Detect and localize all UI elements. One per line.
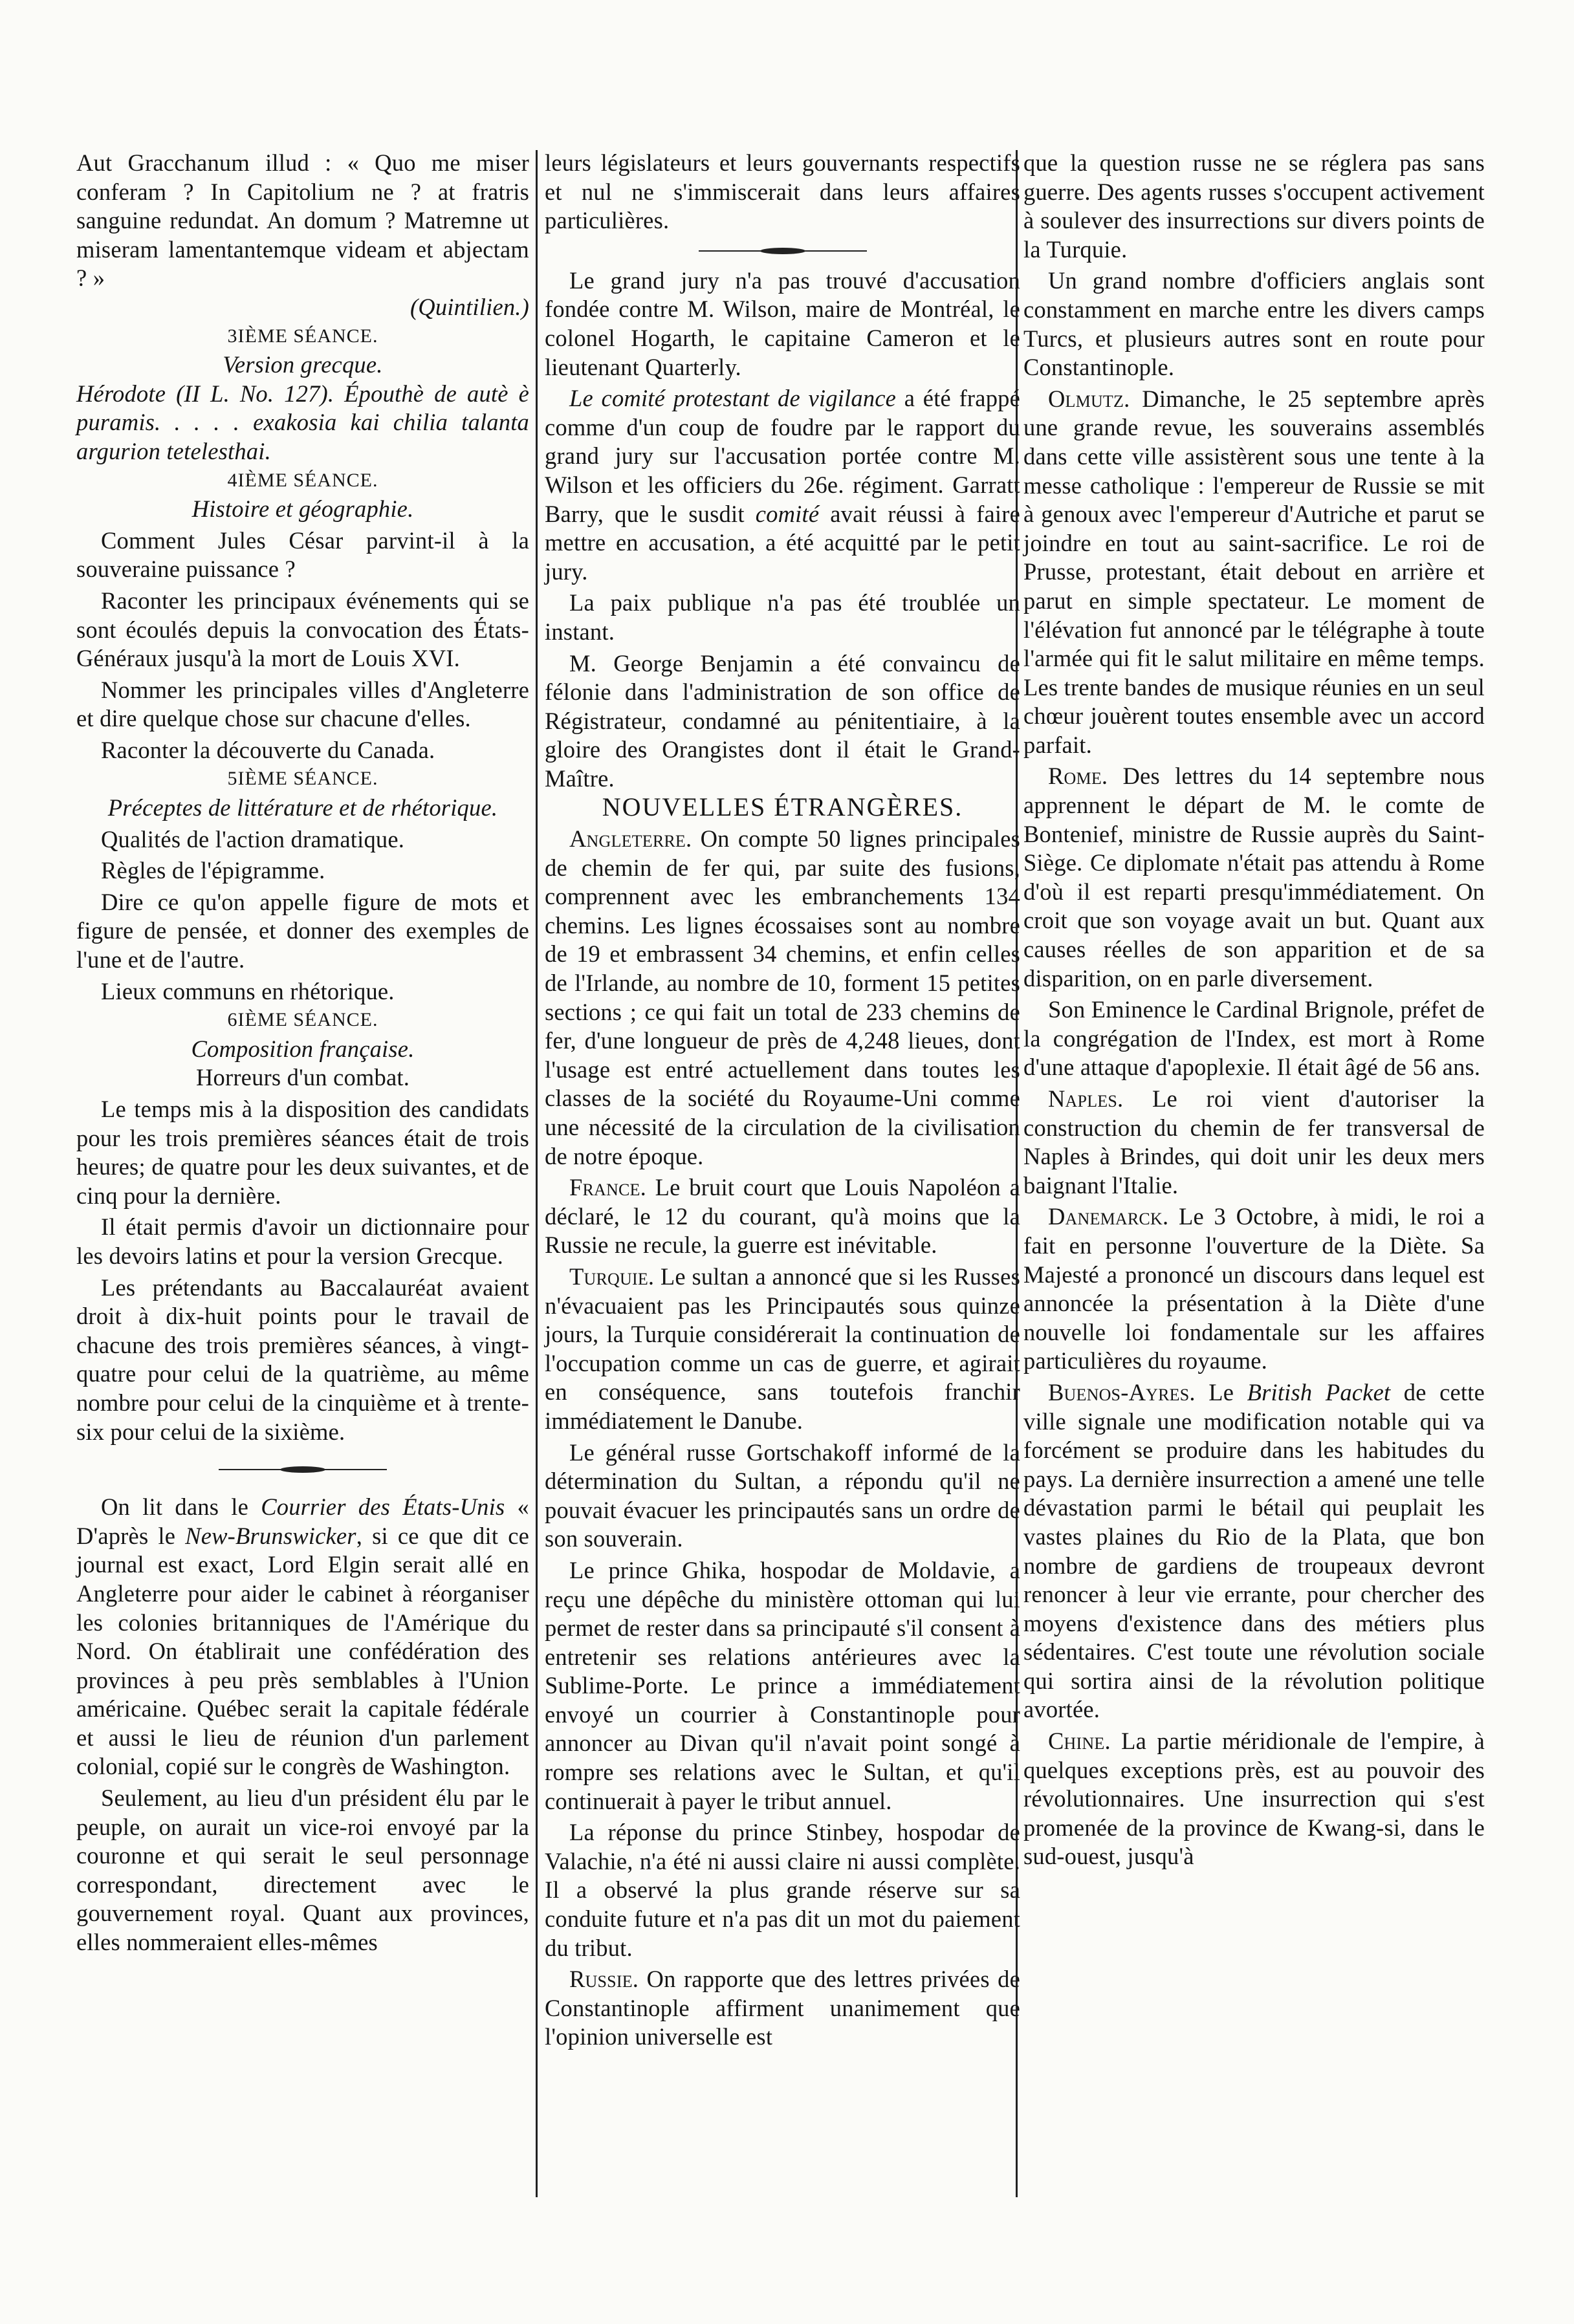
question-2: Raconter les principaux événements qui se sont écoulés depuis la convocation des États-Généraux jusqu'à la mort de Louis XVI. [76, 587, 529, 672]
seance-6-title: Composition française. [191, 1035, 415, 1062]
paragraph-paix: La paix publique n'a pas été troublée un instant. [545, 589, 1020, 645]
item-3: Dire ce qu'on appelle figure de mots et figure de pensée, et donner des exemples de l'une et de l'autre. [76, 888, 529, 973]
paragraph-brignole: Son Eminence le Cardinal Brignole, préfet de la congrégation de l'Index, est mort à Rome d'une attaque d'apoplexie. Il était âgé de 56 ans. [1023, 996, 1485, 1081]
comite-title: Le comité protestant de vigilance [569, 385, 897, 412]
paragraph-naples [1023, 1085, 1485, 1200]
text-russie: On rapporte que des lettres privées de Constantinople affirment unanimement que l'opinion universelle est [545, 1966, 1020, 2050]
label-rome: Rome. [1048, 763, 1108, 790]
herodote-text: Épouthè de autè è puramis. . . . . exakosia kai chilia talanta argurion tetelesthai. [76, 380, 529, 464]
paragraph-temps: Le temps mis à la disposition des candidats pour les trois premières séances était de trois heures; de quatre pour les deux suivantes, et de cinq pour la dernière. [76, 1096, 529, 1209]
paragraph-benjamin: M. George Benjamin a été convaincu de félonie dans l'administration de son office de Régistrateur, condamné au pénitentiaire, à la gloire des Orangistes dont il était le Grand-Maître. [545, 649, 1020, 792]
paragraph-stinbey: La réponse du prince Stinbey, hospodar de Valachie, n'a été ni aussi claire ni aussi complète. Il a observé la plus grande réserve sur sa conduite future et n'a pas dit un mot du paiement du tribut. [545, 1819, 1020, 1961]
courrier-text-a: On lit dans le [101, 1493, 261, 1521]
paragraph-turquie [545, 1263, 1020, 1436]
seance-6-heading: 6IÈME SÉANCE. [227, 1009, 378, 1031]
seance-3-heading: 3IÈME SÉANCE. [227, 325, 378, 347]
comite-text-b: avait réussi à faire mettre en accusation, a été acquitté par le petit jury. [545, 500, 1021, 585]
herodote-ref: Hérodote (II L. No. 127). [76, 380, 334, 407]
text-chine: La partie méridionale de l'empire, à quelques exceptions près, est au pouvoir des révolutionnaires. Une insurrection qui s'est promenée de la province de Kwang-si, dans le sud-ouest, jusqu'à [1023, 1728, 1485, 1870]
quote-paragraph: Aut Gracchanum illud : « Quo me miser conferam ? In Capitolium ne ? at fratris sanguine redundat. An domum ? Matremne ut miseram lamentantemque videam et abjectam ? » [76, 149, 529, 292]
column-middle [545, 149, 1020, 2052]
text-naples: Le roi vient d'autoriser la construction du chemin de fer transversal de Naples à Brindes, qui doit unir les deux mers baignant l'Italie. [1023, 1085, 1485, 1199]
paragraph-permis: Il était permis d'avoir un dictionnaire pour les devoirs latins et pour la version Grecque. [76, 1213, 529, 1269]
seance-3-title: Version grecque. [223, 351, 383, 378]
comite-word: comité [755, 500, 820, 527]
section-separator [699, 247, 867, 255]
seance-5-heading: 5IÈME SÉANCE. [227, 768, 378, 790]
paragraph-courrier [76, 1493, 529, 1781]
label-buenos-ayres: Buenos-Ayres. [1048, 1378, 1196, 1406]
question-3: Nommer les principales villes d'Angleterre et dire quelque chose sur chacune d'elles. [76, 676, 529, 732]
column-left [76, 149, 529, 1957]
text-rome: Des lettres du 14 septembre nous apprennent le départ de M. le comte de Bontenief, ministre de Russie auprès du Saint-Siège. Ce diplomate n'était pas attendu à Rome d'où il est reparti presqu'immédiatement. On croit que son voyage avait un but. Quant aux causes réelles de son apparition et de sa disparition, on en parle diversement. [1023, 763, 1485, 992]
seance-4-heading: 4IÈME SÉANCE. [227, 469, 378, 491]
paragraph-seulement: Seulement, au lieu d'un président élu par le peuple, on aurait un vice-roi envoyé par la couronne et qui serait le seul personnage correspondant, directement avec le gouvernement royal. Quant aux provinces, elles nommeraient elles-mêmes [76, 1785, 529, 1956]
quote-source: (Quintilien.) [410, 293, 529, 320]
paragraph-comite [545, 384, 1020, 586]
text-angleterre: On compte 50 lignes principales de chemin de fer qui, par suite des fusions, comprennent avec les embranchements 134 chemins. Les lignes écossaises sont au nombre de 19 et embrassent 34 chemins, et enfin celles de l'Irlande, au nombre de 10, forment 15 petites sections ; ce qui fait un total de 233 chemins de fer, d'une longueur de près de 4,248 lieues, dont l'usage est entré actuellement dans toutes les classes de la société du Royaume-Uni comme une nécessité de la circulation de la civilisation de notre époque. [545, 825, 1020, 1169]
paragraph-gortschakoff: Le général russe Gortschakoff informé de la détermination du Sultan, a répondu qu'il ne pouvait évacuer les principautés sans un ordre de son souverain. [545, 1439, 1020, 1552]
seance-4-title: Histoire et géographie. [191, 495, 414, 523]
paragraph-question-russe: que la question russe ne se réglera pas sans guerre. Des agents russes s'occupent activement à soulever des insurrections sur divers points de la Turquie. [1023, 149, 1485, 263]
paragraph-pretendants: Les prétendants au Baccalauréat avaient droit à dix-huit points pour le travail de chacune des trois premières séances, à vingt-quatre pour celui de la quatrième, au même nombre pour celui de la cinquième et à trente-six pour celui de la sixième. [76, 1274, 529, 1445]
label-angleterre: Angleterre. [569, 825, 692, 852]
column-rule-left [536, 150, 538, 2197]
courrier-text-c: , si ce que dit ce journal est exact, Lord Elgin serait allé en Angleterre pour aider le cabinet à réorganiser les colonies britanniques de l'Amérique du Nord. On établirait une confédération des provinces à peu près semblables à l'Union américaine. Québec serait la capitale fédérale et aussi le lieu de réunion d'un parlement colonial, copié sur le congrès de Washington. [76, 1522, 529, 1780]
paragraph-angleterre [545, 825, 1020, 1171]
question-4: Raconter la découverte du Canada. [101, 736, 435, 763]
label-naples: Naples. [1048, 1085, 1124, 1112]
new-brunswicker-title: New-Brunswicker [185, 1522, 356, 1549]
label-olmutz: Olmutz. [1048, 385, 1130, 412]
item-4: Lieux communs en rhétorique. [101, 977, 395, 1005]
paragraph-buenos-ayres [1023, 1378, 1485, 1724]
paragraph-jury: Le grand jury n'a pas trouvé d'accusation fondée contre M. Wilson, maire de Montréal, le colonel Hogarth, le capitaine Cameron et le lieutenant Quarterly. [545, 266, 1020, 380]
column-right [1023, 149, 1485, 1871]
herodote-paragraph [76, 380, 529, 466]
paragraph-danemarck [1023, 1202, 1485, 1376]
label-france: France. [569, 1174, 646, 1201]
text-danemarck: Le 3 Octobre, à midi, le roi a fait en personne l'ouverture de la Diète. Sa Majesté a prononcé un discours dans lequel est annoncée la présentation à la Diète d'une nouvelle loi fondamentale sur les affaires particulières du royaume. [1023, 1203, 1485, 1374]
paragraph-olmutz [1023, 385, 1485, 760]
courrier-title: Courrier des États-Unis [261, 1493, 505, 1521]
text-buenos-a: Le [1195, 1378, 1247, 1406]
paragraph-rome [1023, 762, 1485, 993]
paragraph-france [545, 1173, 1020, 1260]
courrier-text-b: « D'après le [76, 1493, 529, 1549]
paragraph-officiers: Un grand nombre d'officiers anglais sont constamment en marche entre les divers camps Turcs, et plusieurs autres sont en route pour Constantinople. [1023, 267, 1485, 381]
label-russie: Russie. [569, 1966, 639, 1993]
label-chine: Chine. [1048, 1728, 1111, 1755]
paragraph-chine [1023, 1727, 1485, 1871]
seance-5-title: Préceptes de littérature et de rhétorique. [107, 794, 498, 821]
paragraph-legislateurs: leurs législateurs et leurs gouvernants respectifs et nul ne s'immiscerait dans leurs affaires particulières. [545, 149, 1020, 234]
comite-text: a été frappé comme d'un coup de foudre par le rapport du grand jury sur l'accusation portée contre M. Wilson et les officiers du 26e. régiment. Garratt Barry, que le susdit [545, 385, 1020, 527]
label-danemarck: Danemarck. [1048, 1203, 1169, 1230]
section-separator [219, 1466, 387, 1473]
item-1: Qualités de l'action dramatique. [101, 825, 405, 852]
paragraph-russie [545, 1965, 1020, 2052]
text-turquie: Le sultan a annoncé que si les Russes n'évacuaient pas les Principautés sous quinze jours, la Turquie considérerait la continuation de l'occupation comme un cas de guerre, et agirait en conséquence, sans toutefois franchir immédiatement le Danube. [545, 1263, 1020, 1434]
item-2: Règles de l'épigramme. [101, 857, 325, 884]
label-turquie: Turquie. [569, 1263, 655, 1290]
british-packet-title: British Packet [1247, 1378, 1391, 1406]
text-olmutz: Dimanche, le 25 septembre après une grande revue, les souverains assemblés dans cette ville assistèrent sous une tente à la messe catholique : l'empereur de Russie se mit à genoux avec l'empereur d'Autriche et parut se joindre en tout au saint-sacrifice. Le roi de Prusse, protestant, était debout en arrière et parut en simple spectateur. Le moment de l'élévation fut annoncé par le télégraphe à toute l'armée qui fit le salut militaire en même temps. Les trente bandes de musique réunies en un seul chœur jouèrent toutes ensemble avec un accord parfait. [1023, 385, 1485, 758]
seance-6-subject: Horreurs d'un combat. [195, 1064, 410, 1091]
section-heading-nouvelles: NOUVELLES ÉTRANGÈRES. [602, 792, 963, 822]
paragraph-ghika: Le prince Ghika, hospodar de Moldavie, a reçu une dépêche du ministère ottoman qui lui permet de rester dans sa principauté s'il consent à entretenir ses relations antérieures avec la Sublime-Porte. Le prince a immédiatement envoyé un courrier à Constantinople pour annoncer au Divan qu'il n'avait point songé à rompre ses relations avec le Sultan, et qu'il continuerait à payer le tribut annuel. [545, 1556, 1020, 1814]
text-buenos-ayres: de cette ville signale une modification notable qui va forcément se produire dans les habitudes du pays. La dernière insurrection a amené une telle dévastation parmi le bétail qui peuplait les vastes plaines du Rio de la Plata, que bon nombre de gardiens de troupeaux devront renoncer à leur vie errante, pour chercher des moyens d'existence dans des métiers plus sédentaires. C'est toute une révolution sociale qui sortira ainsi de la révolution politique avortée. [1023, 1378, 1485, 1723]
question-1: Comment Jules César parvint-il à la souveraine puissance ? [76, 527, 529, 583]
text-france: Le bruit court que Louis Napoléon a déclaré, le 12 du courant, qu'à moins que la Russie ne recule, la guerre est inévitable. [545, 1174, 1020, 1259]
